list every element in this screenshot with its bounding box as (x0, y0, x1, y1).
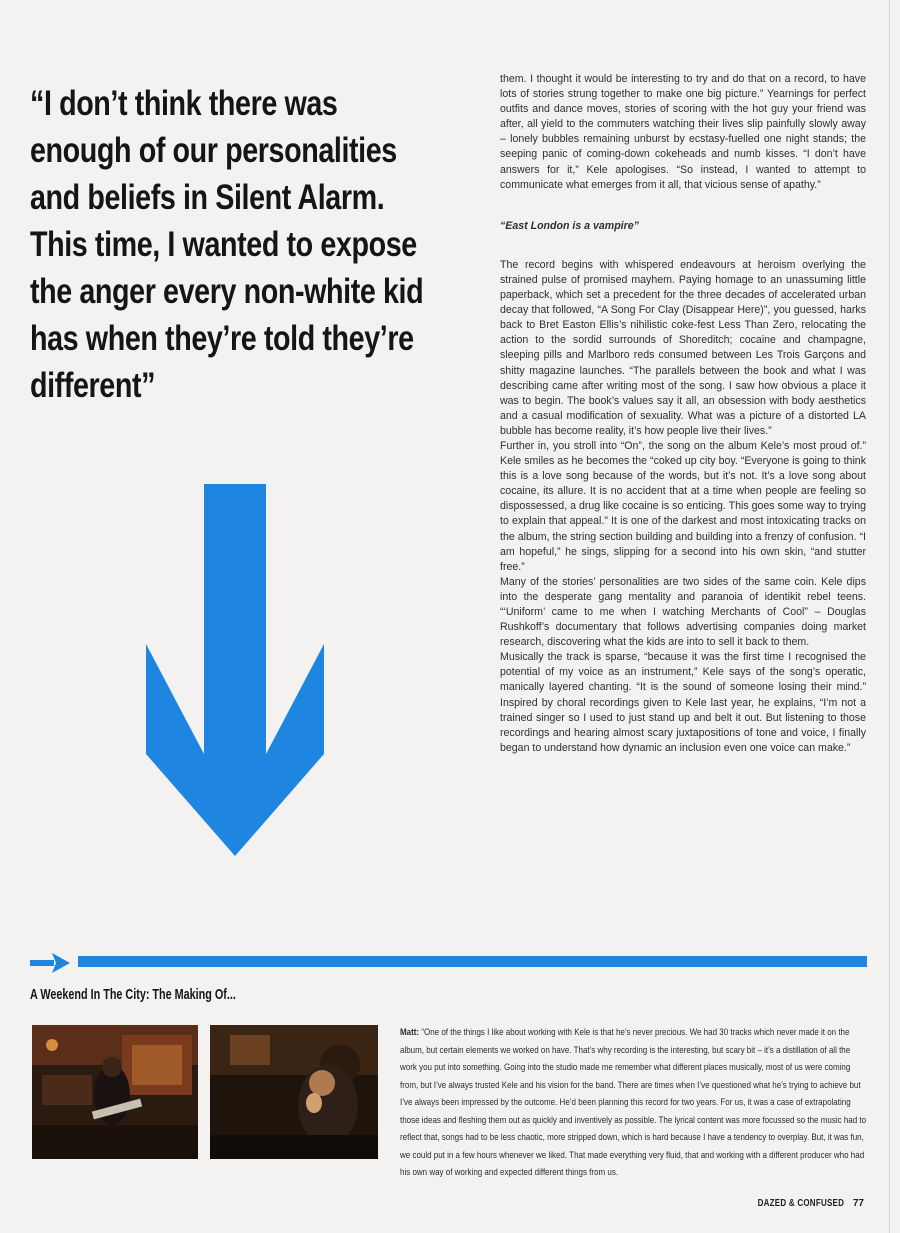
article-paragraph: Further in, you stroll into “On”, the song on the album Kele’s most proud of.” Kele smiles as he becomes the “coked up city boy. “Everyone is going to think this is a love song because of the words, but it’s not. It’s a love song about cocaine, its allure. It is no accident that at a time when people are feeling so dispossessed, a drug like cocaine is so enticing. This goes some way to trying to explain that appeal.” It is one of the darkest and most intoxicating tracks on the album, the string section building and building into a frenzy of confusion. “I am hopeful,” he sings, slipping for a second into his own skin, “and stutter free.” (500, 439, 866, 573)
page-number: 77 (852, 1198, 864, 1209)
article-subhead: “East London is a vampire” (500, 219, 639, 232)
pull-quote: “I don’t think there was enough of our personalities and beliefs in Silent Alarm. This time, I wanted to expose the anger every non-white kid has when they’re told they’re different” (30, 84, 424, 405)
page-edge (889, 0, 890, 1233)
down-arrow-graphic (144, 484, 326, 856)
article-paragraph: Many of the stories’ personalities are two sides of the same coin. Kele dips into the desperate gang mentality and paranoia of identikit rebel teens. “‘Uniform’ came to me when I watching Merchants of Cool” – Douglas Rushkoff’s documentary that follows advertising companies doing market research, discovering what the kids are into to sell it back to them. (500, 575, 866, 649)
interview-body: “One of the things I like about working with Kele is that he’s never precious. We had 30 tracks which never made it on the album, but certain elements we worked on have. That’s why recording is the interesting, but scary bit – it’s a distillation of all the work you put into something. Going into the studio made me remember what different places musically, most of us were coming from, but I’ve always trusted Kele and his vision for the band. There are times when I’ve questioned what he’s trying to achieve but I’ve always been impressed by the outcome. He’d been planning this record for two years. For us, it was a case of extrapolating those ideas and fleshing them out as quickly and inventively as possible. The lyrical content was more focussed so the music had to reflect that, songs had to be less chaotic, more stripped down, which is hard because I have a tendency to overplay. But, it was fun, we could put in a few hours whenever we liked. That made everything very fluid, that and working with a different producer who had his own way of working and expected different things from us. (400, 1027, 867, 1177)
studio-photo-guitarist (32, 1025, 198, 1159)
page-footer (736, 1198, 864, 1209)
section-title: A Weekend In The City: The Making Of... (30, 986, 236, 1003)
speaker-name: Matt: (400, 1027, 420, 1037)
article-paragraph: The record begins with whispered endeavours at heroism overlying the strained pulse of promised mayhem. Paying homage to an unassuming little paperback, which set a precedent for the three decades of accelerated urban decay that followed, “A Song For Clay (Disappear Here)”, you guessed, harks back to Bret Easton Ellis’s nihilistic coke-fest Less Than Zero, relocating the action to the sordid surrounds of Shoreditch; cocaine and champagne, sleeping pills and Marlboro reds consumed between Les Trois Garçons and shitty magazine launches. “The parallels between the book and what I was describing came after writing most of the song. I saw how obvious a place it was to begin. The book’s values say it all, an obsession with body aesthetics and a casual modification of sexuality. What was a picture of a distorted LA bubble has become reality, it’s how people live their lives.” (500, 258, 866, 437)
section-divider-bar (78, 956, 867, 967)
article-intro: them. I thought it would be interesting to try and do that on a record, to have lots of stories strung together to make one big picture.” Yearnings for perfect outfits and dance moves, stories of scoring with the hot guy your friend was after, all yield to the commuters watching their lives slip painfully slowly away – lonely bubbles remaining unburst by ecstasy-fuelled one night stands; the seeping panic of coming-down cokeheads and numb kisses. “I don’t have answers for it,” Kele apologises. “So instead, I wanted to attempt to communicate what emerges from it all, that vicious sense of apathy.” (500, 73, 866, 191)
arrow-right-icon (30, 952, 70, 974)
studio-photo-singer (210, 1025, 378, 1159)
article-paragraph: Musically the track is sparse, “because it was the first time I recognised the potential of my voice as an instrument,” Kele says of the song’s operatic, manically layered chanting. “It is the sound of someone losing their mind.” Inspired by choral recordings given to Kele last year, he explains, “I’m not a trained singer so I used to just stand up and belt it out. But listening to those recordings and hearing almost scary juxtapositions of tone and voice, I finally began to understand how dynamic an inclusion even one voice can make.” (500, 651, 866, 754)
article-column (500, 72, 866, 756)
sidebar-interview (400, 1024, 866, 1182)
magazine-name: DAZED & CONFUSED (757, 1198, 845, 1209)
